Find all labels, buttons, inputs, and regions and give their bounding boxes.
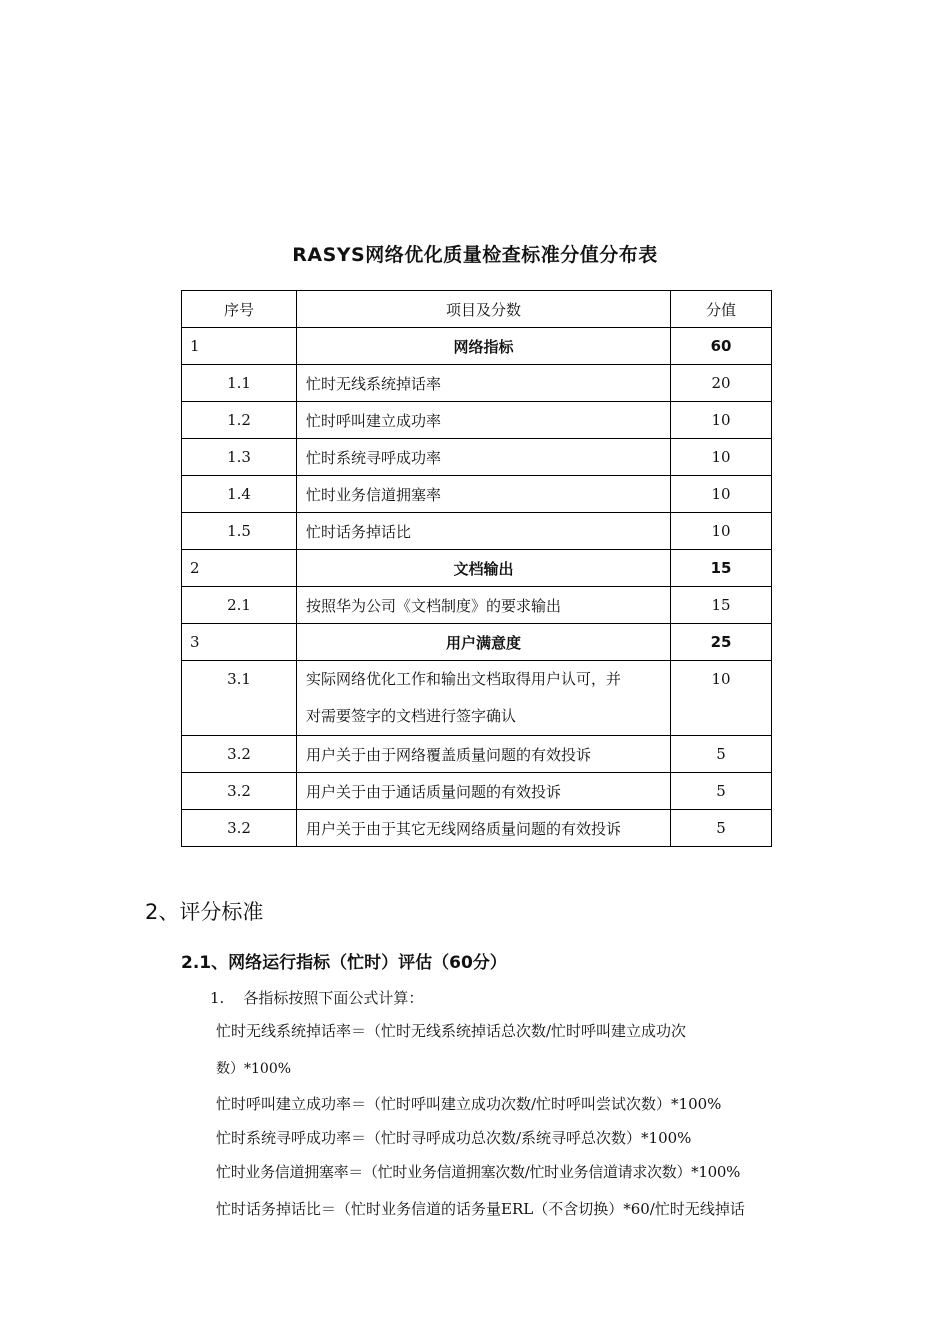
- row-no: 3: [182, 624, 297, 661]
- row-no: 3.2: [182, 810, 297, 847]
- header-score: 分值: [671, 291, 772, 328]
- list-item: 1. 各指标按照下面公式计算：: [210, 989, 424, 1007]
- row-score: 15: [671, 550, 772, 587]
- table-header-row: [182, 291, 772, 328]
- row-no: [182, 661, 297, 736]
- row-item: 用户关于由于通话质量问题的有效投诉: [297, 773, 671, 810]
- score-distribution-table: [181, 290, 772, 847]
- row-item: 文档输出: [297, 550, 671, 587]
- section-heading: 2、评分标准: [145, 900, 264, 924]
- table-row: [182, 365, 772, 402]
- formula-line: 忙时系统寻呼成功率＝（忙时寻呼成功总次数/系统寻呼总次数）*100%: [216, 1129, 692, 1147]
- row-item: 忙时话务掉话比: [297, 513, 671, 550]
- row-no: 2.1: [182, 587, 297, 624]
- table-row: [182, 550, 772, 587]
- row-score: 60: [671, 328, 772, 365]
- formula-line: 忙时话务掉话比＝（忙时业务信道的话务量ERL（不含切换）*60/忙时无线掉话: [216, 1200, 745, 1218]
- row-no: 1.1: [182, 365, 297, 402]
- table-row: [182, 773, 772, 810]
- subsection-heading: 2.1、网络运行指标（忙时）评估（60分）: [181, 953, 507, 973]
- row-score: 10: [671, 476, 772, 513]
- table-row: [182, 328, 772, 365]
- table-row: [182, 736, 772, 773]
- row-score: 10: [671, 439, 772, 476]
- row-score: 15: [671, 587, 772, 624]
- row-item-line-2: 对需要签字的文档进行签字确认: [306, 707, 517, 725]
- row-item: 忙时无线系统掉话率: [297, 365, 671, 402]
- table-row: [182, 439, 772, 476]
- row-item: 用户满意度: [297, 624, 671, 661]
- row-item: 按照华为公司《文档制度》的要求输出: [297, 587, 671, 624]
- row-score: 5: [671, 736, 772, 773]
- row-item: 忙时系统寻呼成功率: [297, 439, 671, 476]
- row-score: 25: [671, 624, 772, 661]
- table-row: [182, 513, 772, 550]
- formula-line: 数）*100%: [216, 1061, 292, 1077]
- row-item: 忙时呼叫建立成功率: [297, 402, 671, 439]
- row-no: 3.2: [182, 773, 297, 810]
- row-score: [671, 661, 772, 736]
- table-row: [182, 810, 772, 847]
- formula-line: 忙时业务信道拥塞率＝（忙时业务信道拥塞次数/忙时业务信道请求次数）*100%: [216, 1163, 741, 1181]
- row-no: 1: [182, 328, 297, 365]
- row-no-text: 3.1: [227, 670, 251, 688]
- row-no: 1.3: [182, 439, 297, 476]
- row-no: 1.2: [182, 402, 297, 439]
- page-title: RASYS网络优化质量检查标准分值分布表: [292, 244, 658, 266]
- table-row: [182, 661, 772, 736]
- row-item: 网络指标: [297, 328, 671, 365]
- row-score: 10: [671, 513, 772, 550]
- row-no: 1.5: [182, 513, 297, 550]
- row-score: 20: [671, 365, 772, 402]
- table-row: [182, 476, 772, 513]
- row-item: 用户关于由于网络覆盖质量问题的有效投诉: [297, 736, 671, 773]
- row-no: 1.4: [182, 476, 297, 513]
- row-no: 3.2: [182, 736, 297, 773]
- row-score: 5: [671, 773, 772, 810]
- row-score: 5: [671, 810, 772, 847]
- row-score-text: 10: [711, 670, 731, 688]
- table-row: [182, 624, 772, 661]
- table-row: [182, 587, 772, 624]
- formula-line: 忙时无线系统掉话率＝（忙时无线系统掉话总次数/忙时呼叫建立成功次: [216, 1022, 687, 1040]
- formula-line: 忙时呼叫建立成功率＝（忙时呼叫建立成功次数/忙时呼叫尝试次数）*100%: [216, 1095, 722, 1113]
- row-item-line-1: 实际网络优化工作和输出文档取得用户认可，并: [306, 670, 622, 688]
- row-score: 10: [671, 402, 772, 439]
- row-item: 忙时业务信道拥塞率: [297, 476, 671, 513]
- row-no: 2: [182, 550, 297, 587]
- header-no: 序号: [182, 291, 297, 328]
- row-item: 用户关于由于其它无线网络质量问题的有效投诉: [297, 810, 671, 847]
- table-row: [182, 402, 772, 439]
- header-item: 项目及分数: [297, 291, 671, 328]
- row-item: [297, 661, 671, 736]
